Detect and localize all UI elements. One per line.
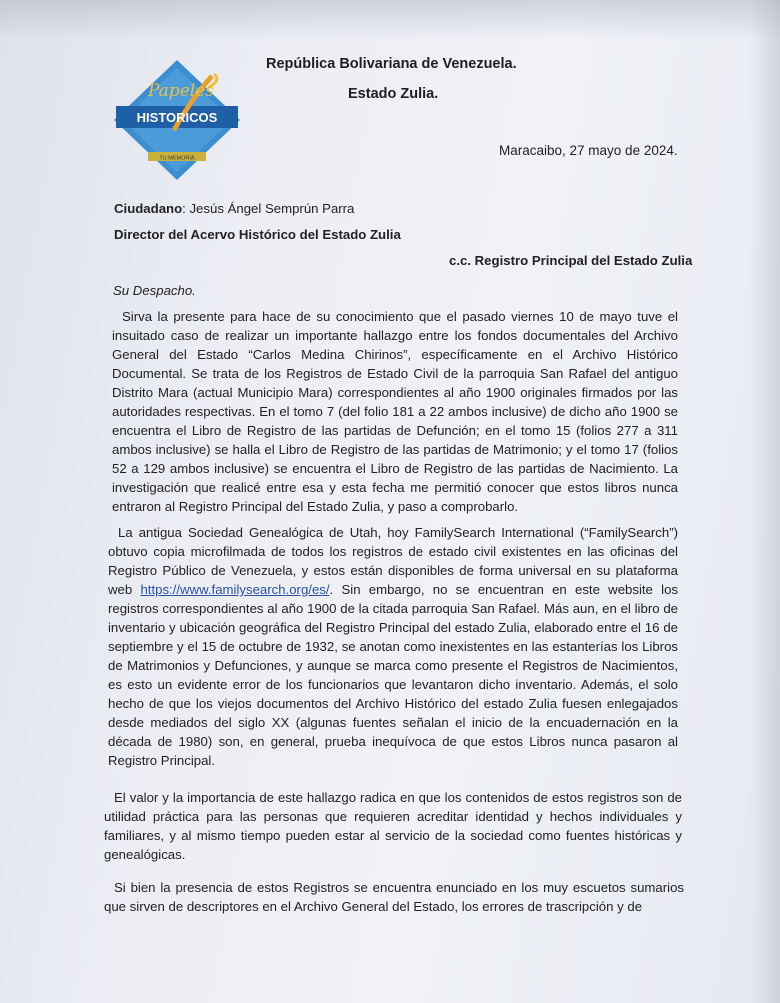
body-paragraph-4: Si bien la presencia de estos Registros se encuentra enunciado en los muy escuetos sumarios que sirven de descriptores en el Archivo General del Estado, los errores de trascripción y de: [104, 880, 684, 914]
page-shadow-top: [0, 0, 780, 40]
header-country: República Bolivariana de Venezuela.: [266, 56, 517, 72]
logo-main-text: HISTORICOS: [136, 110, 218, 125]
body-paragraph-3: El valor y la importancia de este hallazgo radica en que los contenidos de estos registros son de utilidad práctica para las personas que requieren acreditar identidad y hechos individuales y familiares, y al mismo tiempo pueden estar al servicio de la sociedad como fuentes históricas y genealógicas.: [104, 790, 682, 862]
body-paragraph-1: Sirva la presente para hace de su conocimiento que el pasado viernes 10 de mayo tuve el insuitado caso de realizar un importante hallazgo entre los fondos documentales del Archivo General del Estado “Carlos Medina Chirinos”, específicamente en el Archivo Histórico Documental. Se trata de los Registros de Estado Civil de la parroquia San Rafael del antiguo Distrito Mara (actual Municipio Mara) correspondientes al año 1900 originales firmados por las autoridades respectivas. En el tomo 7 (del folio 181 a 22 ambos inclusive) de dicho año 1900 se encuentra el Libro de Registro de las partidas de Defunción; en el tomo 15 (folios 277 a 311 ambos inclusive) se halla el Libro de Registro de las partidas de Matrimonio; y el tomo 17 (folios 52 a 129 ambos inclusive) se encuentra el Libro de Registro de las partidas de Nacimiento. La investigación que realicé entre esa y esta fecha me permitió conocer que estos libros nunca entraron al Registro Principal del Estado Zulia, y paso a comprobarlo.: [112, 309, 678, 514]
cc-line: c.c. Registro Principal del Estado Zulia: [449, 253, 693, 268]
salutation: Su Despacho.: [113, 283, 196, 298]
recipient-label: Ciudadano: [114, 201, 183, 216]
header-state: Estado Zulia.: [348, 86, 439, 102]
recipient-line: [114, 201, 354, 216]
page-shadow-right: [750, 0, 780, 1003]
body-paragraph-2: [108, 523, 678, 770]
papeles-historicos-logo: [112, 58, 242, 182]
familysearch-link[interactable]: https://www.familysearch.org/es/: [140, 582, 330, 597]
body-paragraph-2-end: . Sin embargo, no se encuentran en este website los registros correspondientes al año 1900 de la citada parroquia San Rafael. Más aun, en el libro de inventario y ubicación geográfica del Registro Principal del estado Zulia, elaborado entre el 16 de septiembre y el 15 de octubre de 1932, se anotan como inexistentes en las estanterías los Libros de Matrimonios y Defunciones, y aunque se marca como presente el Registros de Nacimientos, es esto un evidente error de los funcionarios que levantaron dicho inventario. Además, el solo hecho de que los viejos documentos del Archivo Histórico del estado Zulia fuesen enlegajados desde mediados del siglo XX (algunas fuentes señalan el inicio de la encuadernación en la década de 1980) son, en general, prueba inequívoca de que estos Libros nunca pasaron al Registro Principal.: [108, 582, 678, 768]
logo-ribbon-text: TU MEMORIA: [159, 155, 195, 162]
body-paragraph-2-start: La antigua Sociedad Genealógica de Utah, hoy FamilySearch International (“FamilySearch”) obtuvo copia microfilmada de todos los registros de estado civil existentes en las oficinas del Registro Público de Venezuela, y estos están disponibles de forma universal en su plataforma web: [108, 525, 678, 597]
letter-date: Maracaibo, 27 mayo de 2024.: [499, 143, 678, 158]
recipient-title: Director del Acervo Histórico del Estado Zulia: [114, 227, 401, 242]
logo-script-text: Papeles: [148, 81, 214, 101]
recipient-name: : Jesús Ángel Semprún Parra: [182, 201, 355, 216]
